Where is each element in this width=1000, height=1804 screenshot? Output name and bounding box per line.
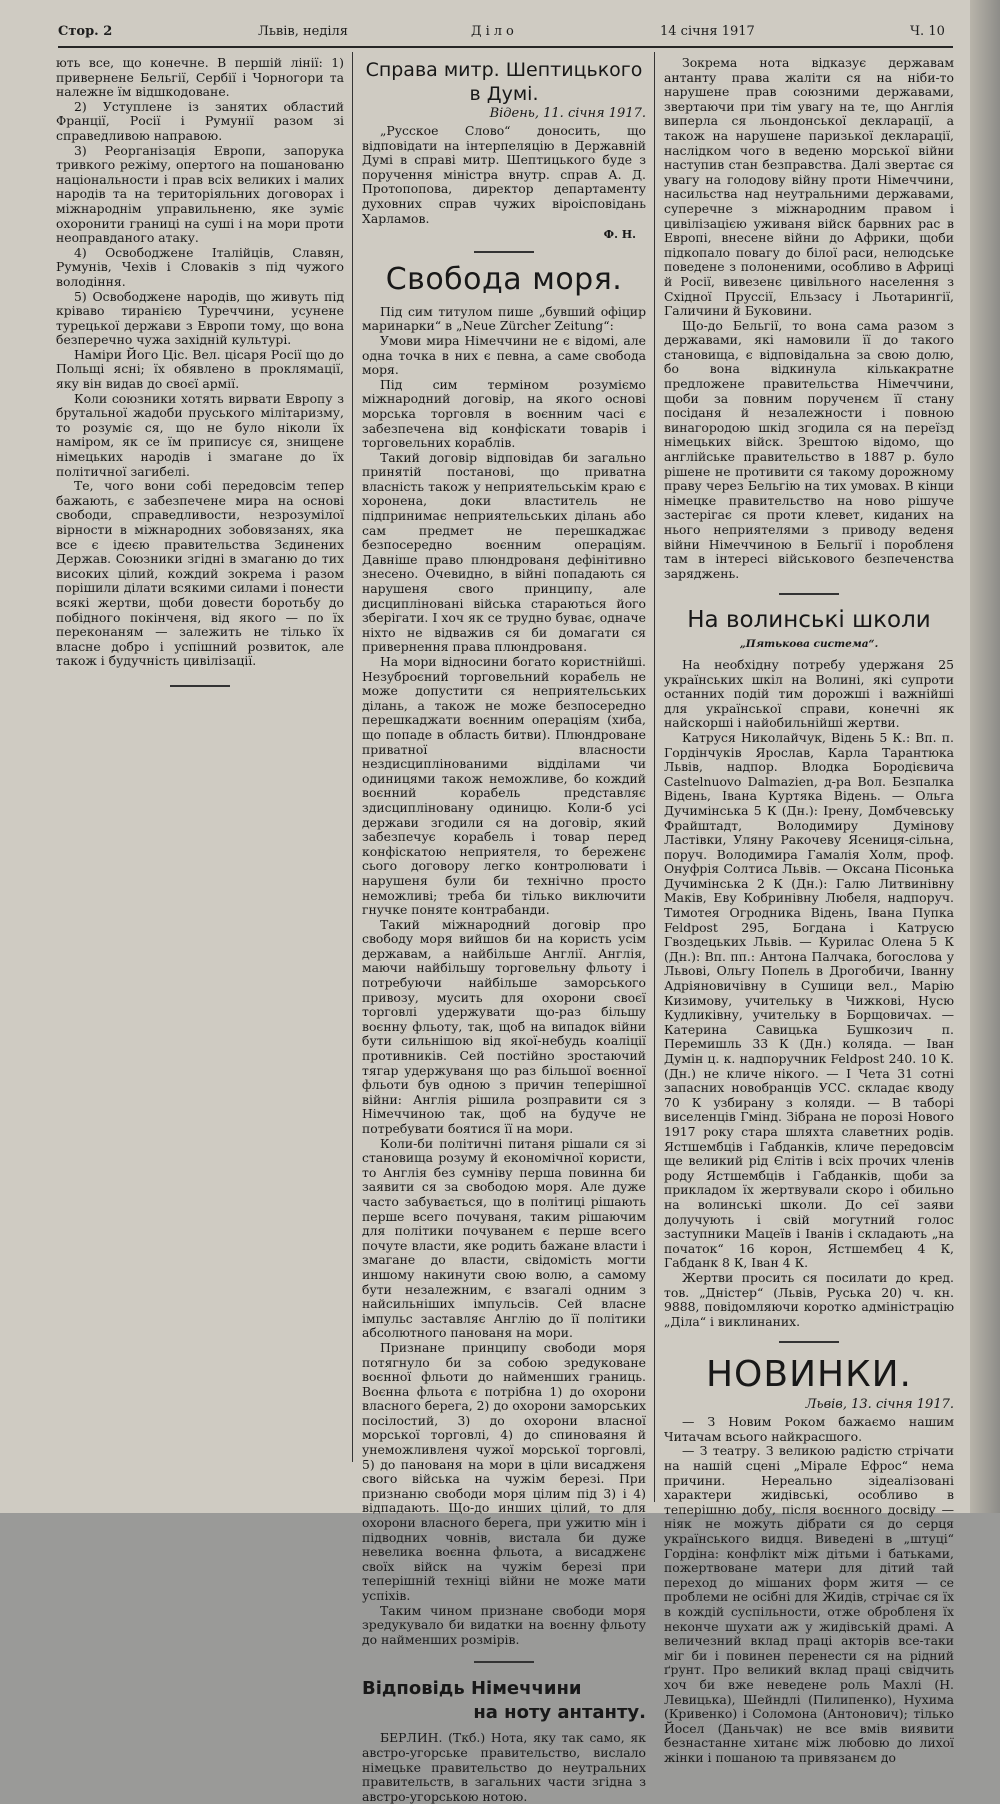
masthead xyxy=(58,24,953,44)
col1-paragraph: 5) Освободжене народів, що живуть під кріваво тиранією Туреччини, усунене турецької держави з Европи тому, що вона безперечно чужа західній культурі. xyxy=(56,288,344,348)
article-title-sheptytsky-line2: в Думі. xyxy=(469,83,539,105)
article-paragraph: Такий договір відповідав би загально принятій постанові, що приватна власність також у неприятельськім краю є хоронена, доки властитель не підпринимає неприятельських ділань або сам предмет не перешкаджає безпосередно воєнним операціям. Давніше право плюндрованя дефінітивно знесено. Очевидно, в війні попадають ся нарушеня свого принципу, але дисципліновані війська стараються його зберігати. І хоч як се трудно буває, одначе ніхто не відважив ся би домагати ся привернення права плюндрованя. xyxy=(362,449,646,655)
col1-paragraph: 2) Уступлене із занятих областий Франції, Росії і Румунії разом зі справедливою направою. xyxy=(56,98,344,143)
masthead-city-day: Львів, неділя xyxy=(258,24,348,39)
article-text: БЕРЛИН. (Ткб.) Нота, яку так само, як австро-угорське правительство, вислало німецьке правительство до неутральних правительств, в загальних части згідна з австро-угорською нотою. xyxy=(362,1730,646,1804)
col1-paragraph: Коли союзники хотять вирвати Европу з брутальної жадоби пруського мілітаризму, то розуміє ся, що не було ніколи їх наміром, як се їм приписує ся, знищене німецьких народів і змагане до їх політичної загибелі. xyxy=(56,390,344,479)
article-paragraph: На необхідну потребу удержаня 25 українських шкіл на Волині, які супроти останних подій тим дорожші і важнійші для української справи, конечні як найскорші і найобильнійші жертви. xyxy=(664,656,954,731)
masthead-rule xyxy=(58,46,953,48)
column-divider-1 xyxy=(352,52,353,1462)
col1-paragraph: 4) Освободжене Італійців, Славян, Румунів, Чехів і Словаків з під чужого володіння. xyxy=(56,244,344,289)
article-title-sheptytsky: Справа митр. Шептицького xyxy=(365,59,643,81)
section-separator xyxy=(474,1661,534,1663)
column-divider-2 xyxy=(654,52,655,1502)
article-paragraph: Признане принципу свободи моря потягнуло би за собою зредуковане воєнної фльоти до найменших границь. Воєнна фльота є потрібна 1) до охорони власного берега, 2) до охорони заморських посілостий, 3) до охорони власної морської торговлі, 4) до спиноваяня й унеможливленя чужої морської торговлі, 5) до панованя на мори в ціли висадженя свого війська на чужім березі. При признаню свободи моря цілим під 3) і 4) відпадають. Що-до инших цілий, то для охорони власного берега, при ужитю мін і підводних човнів, вистала би дуже невелика воєнна фльота, а висадженє своїх війск на чужім березі при теперішній техніці війни не може мати успіхів. xyxy=(362,1339,646,1603)
masthead-issue: Ч. 10 xyxy=(910,24,945,39)
article-title-german-reply: Відповідь Німеччини xyxy=(362,1678,582,1700)
article-text: „Русское Слово“ доносить, що відповідати на інтерпеляцію в Державній Думі в справі митр. Шептицького буде з поручення міністра внутр. справ А. Д. Протопопова, директор департаменту духовних справ чужих віроісповідань Харламов. xyxy=(362,123,646,226)
section-separator xyxy=(474,251,534,253)
article-signature: Ф. Н. xyxy=(603,228,636,242)
col1-paragraph: Те, чого вони собі передовсім тепер бажають, є забезпечене мира на основі свободи, справедливости, незрозумілої вірности в міжнародних зобовязанях, яка все є ідеєю правительства Зєдинених Держав. Союзники згідні в змаганю до тих високих цілий, кождий зокрема і разом порішили ділати всякими силами і понести всякі жертви, щоби довести боротьбу до побідного покінченя, від якого — по їх переконаням — залежить не тілько їх власне добро і успішний розвиток, але також і будучність цивілізації. xyxy=(56,478,344,669)
article-paragraph: Такий міжнародний договір про свободу моря вийшов би на користь усім державам, а найбільше Англії. Англія, маючи найбільшу торговельну фльоту і потребуючи найбільше заморського привозу, мусить для охорони своєї торговлі удержувати що-раз більшу воєнну фльоту, так, щоб на випадок війни бути сильнішою від якої-небудь коаліції противників. Сей постійно зростаючий тягар удержуваня що раз більшої воєнної фльоти був одною з причин теперішної війни: Англія рішила розправити ся з Німеччиною так, щоб на будуче не потребувати боятися її на мори. xyxy=(362,916,646,1136)
news-item: — З театру. З великою радістю стрічати на нашій сцені „Мірале Ефрос“ нема причини. Нереально зідеалізовані характери жидівські, особливо в теперішню добу, після воєнного досвіду — ніяк не можуть дібрати ся до серця українського видця. Виведені в „штуці“ Гордіна: конфлікт між дітьми і батьками, пожертвоване матери для дітий тай переход до мішаних форм житя — се проблеми не осібні для Жидів, стрічає ся їх в кождій суспільности, отже обробленя їх неконче шухати аж у жидівській драмі. А величезний вклад праці акторів все-таки міг би і повинен перенести ся на рідний ґрунт. Про великий вклад праці свідчить хоч би вже неведене роль Махлі (Н. Левицька), Шейндлі (Пилипенко), Нухима (Кривенко) і Соломона (Антонович); тілько Йосел (Даньчак) не все вмів виявити безнастанне хитанє між любовю до лихої жінки і пошаною та привязанєм до xyxy=(664,1443,954,1765)
article-paragraph: Жертви просить ся посилати до кред. тов. „Дністер“ (Львів, Руська 20) ч. кн. 9888, повідомляючи коротко адміністрацію „Діла“ і виклинаних. xyxy=(664,1269,954,1329)
article-paragraph: Під сим титулом пише „бувший офіцир маринарки“ в „Neue Zürcher Zeitung“: xyxy=(362,303,646,334)
article-title-news: НОВИНКИ. xyxy=(705,1354,913,1396)
col1-paragraph: ють все, що конечне. В першій лінії: 1) привернене Бельгії, Сербії і Чорногори та належне їм відшкодоване. xyxy=(56,55,344,100)
article-paragraph: Таким чином признане свободи моря зредукувало би видатки на воєнну фльоту до найменших розмірів. xyxy=(362,1602,646,1647)
page-edge-shadow xyxy=(970,0,1000,1513)
article-paragraph: Катруся Николайчук, Відень 5 К.: Вп. п. Гордінчуків Ярослав, Карла Тарантюка Львів, надпор. Влодка Бородієвича Castelnuovo Dalmazien, д-ра Вол. Безпалка Відень, Івана Куртяка Відень. — Ольга Дучимінська 5 К (Дн.): Ірену, Домбчевську Фрайштадт, Володимиру Думінову Ластівки, Уляну Ракочеву Ясениця-сільна, поруч. Володимира Гамалія Холм, проф. Онуфрія Солтиса Львів. — Оксана Пісонька Дучимінська 2 К (Дн.): Галю Литвинівну Маків, Еву Кобринівну Любеля, надпоруч. Тимотея Огродника Відень, Івана Пупка Feldpost 295, Богдана і Катрусю Гвоздецьких Львів. — Курилас Олена 5 К (Дн.): Вп. пп.: Антона Палчака, богослова у Львові, Ольгу Попель в Дрогобичи, Іванну Адріяновичівну в Сушици вел., Марію Кизимову, учительку в Чижкові, Нусю Кудликівну, учительку в Борщовичах. — Катерина Савицька Бушкозич п. Перемишль 33 К (Дн.) коляда. — Іван Думін ц. к. надпоручник Feldpost 240. 10 К. (Дн.) не кличе нікого. — І Чета 31 сотні запасних новобранців УСС. складає кводу 70 К узбирану з коляди. — В таборі виселенців Гмінд. Зібрана не порозі Нового 1917 року стара шляхта славетних родів. Ястшембців і Габданків, кличе передовсім ще великий рід Єлітів і всіх прочих членів роду Ястшембців і Габданків, щоби за прикладом їх жертвували скоро і обильно на волинські школи. До сеї заяви долучують і свій могутний голос заступники Мацеїв і Іванів і складають „на початок“ 16 корон, Ястшембец 4 К, Габданк 8 К, Іван 4 К. xyxy=(664,729,954,1271)
section-separator xyxy=(170,685,230,687)
column-3 xyxy=(664,56,954,1766)
article-paragraph: Коли-би політичні питаня рішали ся зі становища розуму й економічної користи, то Англія без сумніву перша повинна би заявити ся за свободою моря. Але дуже часто забувається, що в політиці рішають перше всего почуваня, таким рішаючим для політики почуванем є перше всего почуте власти, яке родить бажане власти і змагане до власти, свідомість могти иншому накинути свою волю, а самому бути незалежним, є взагалі одним з найсильніших імпульсів. Сей власне імпульс заставляє Англію до її політики абсолютного панованя на мори. xyxy=(362,1135,646,1341)
article-paragraph: Під сим терміном розуміємо міжнародний договір, на якого основі морська торговля в воєнним часі є забезпечена від конфіскати товарів і торговельних кораблів. xyxy=(362,376,646,451)
article-paragraph: На мори відносини богато користнійші. Незуброєний торговельний корабель не може допустити ся неприятельських ділань, а також не може безпосередно перешкаджати воєнним операціям (хиба, що попаде в область битви). Плюндроване приватної власности нездисциплінованими відділами чи одиницями також неможливе, бо кождий воєнний корабель представляє здисципліновану одиницю. Коли-б усі держави згодили ся на договір, який забезпечує корабель і товар перед конфіскатою неприятеля, то береженє сього договору легко контролювати і нарушеня були би технічно просто неможливі; треба би тілько виключити гнучке поняте контрабанди. xyxy=(362,654,646,918)
article-dateline: Львів, 13. січня 1917. xyxy=(805,1397,954,1413)
column-2 xyxy=(362,58,646,1804)
article-paragraph: Умови мира Німеччини не є відомі, але одна точка в них є певна, а саме свобода моря. xyxy=(362,332,646,378)
column-1 xyxy=(56,56,344,697)
masthead-title: Діло xyxy=(471,24,518,39)
col1-paragraph: Наміри Його Ціс. Вел. цісаря Росії що до Польщі ясні; їх обявлено в проклямації, яку він видав до своєї армії. xyxy=(56,346,344,392)
section-separator xyxy=(779,1341,839,1343)
col3-paragraph: Що-до Бельгії, то вона сама разом з державами, які намовили її до такого становища, є відповідальна за свою долю, бо вона відкинула кількакратне предложене правительства Німеччини, щоби за повним порученєм її стану посіданя й незалежности і повною винагородою шкід згодила ся на переїзд німецьких війск. Зрештою відомо, що англійське правительство в 1887 р. було рішене не противити ся такому дорожному праву через Бельгію на тих умовах. В кінци німецке правительство на ново рішуче застерігає ся проти клевет, киданих на нього неприятелями з приводу веденя війни Німеччиною в Бельгії і поробленя там в інтересі військового безпеченства заряджень. xyxy=(664,317,954,581)
col1-paragraph: 3) Реорганізація Европи, запорука тривкого режіму, опертого на пошанованю національности і прав всіх великих і малих народів та на територіяльних договорах і міжнароднім управильненю, яке зуміє охоронити границі на суші і на мори проти неоправданого атаку. xyxy=(56,142,344,246)
news-item: — З Новим Роком бажаємо нашим Читачам всього найкрасшого. xyxy=(664,1414,954,1444)
article-title-german-reply-line2: на ноту антанту. xyxy=(473,1702,646,1724)
page-number: Стор. 2 xyxy=(58,24,113,39)
masthead-date: 14 січня 1917 xyxy=(660,24,755,39)
article-dateline: Відень, 11. січня 1917. xyxy=(489,106,646,121)
article-title-volyn-schools: На волинські школи xyxy=(687,607,931,634)
section-separator xyxy=(779,593,839,595)
col3-paragraph: Зокрема нота відказує державам антанту права жаліти ся на ніби-то нарушене прав союзними державами, звертаючи при тім увагу на те, що Англія виперла ся льондонської декларації, а також на нарушене паризької декларації, наслідком чого в веденю морської війни наступив стан безправства. Далі звертає ся увагу на голодову війну проти Німеччини, насильства над неутральними державами, суперечне з міжнародним правом і цивілізацією уживаня війск барвних рас в Европі, внесене війни до Африки, щоби підкопало повагу до білої раси, нелюдське поведене з полоненими, особливо в Африці й Росії, вивезенє цивільного населення з Східної Пруссії, Ельзасу і Льотарингії, Галичини й Буковини. xyxy=(664,55,954,319)
article-subtitle: „Пятькова система“. xyxy=(739,638,879,651)
article-title-freedom-of-sea: Свобода моря. xyxy=(385,261,623,297)
